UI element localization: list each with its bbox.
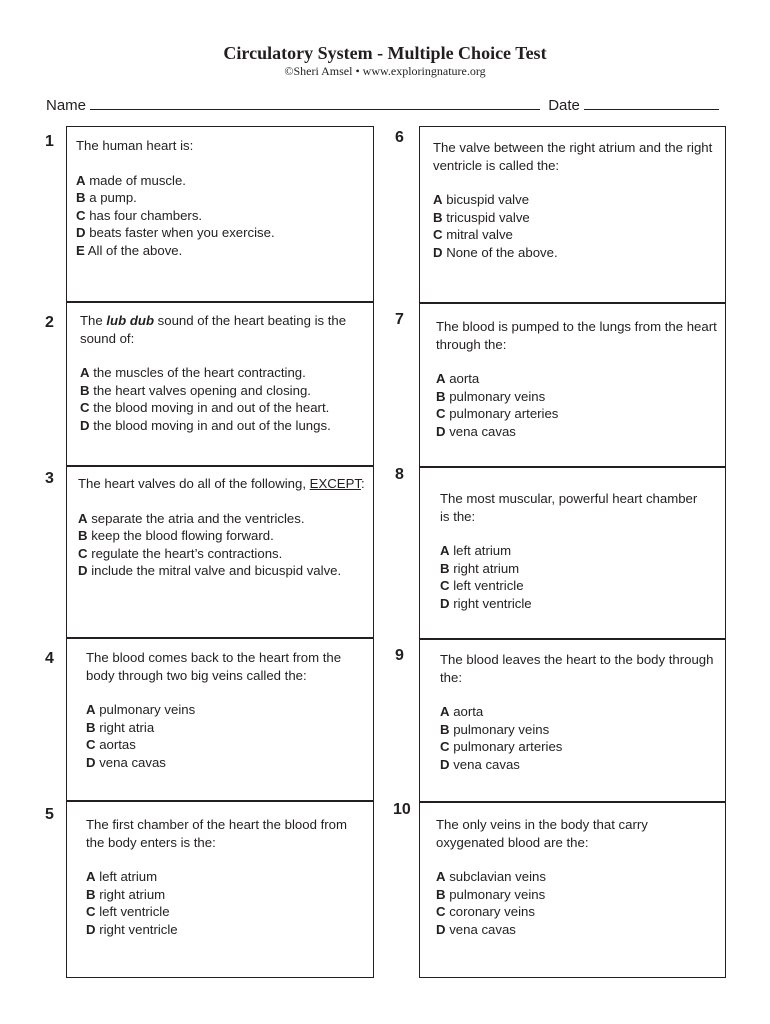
question-stem: The blood comes back to the heart from the body through two big veins called the: bbox=[86, 650, 342, 683]
option-c[interactable]: C left ventricle bbox=[440, 578, 524, 593]
option-c[interactable]: C has four chambers. bbox=[76, 207, 203, 223]
option-d[interactable]: D vena cavas bbox=[436, 921, 516, 937]
question-number: 3 bbox=[45, 470, 54, 487]
option-a[interactable]: A aorta bbox=[440, 704, 484, 719]
option-c[interactable]: C regulate the heart’s contractions. bbox=[78, 545, 283, 561]
question-number: 10 bbox=[393, 801, 411, 818]
question-10 bbox=[436, 816, 716, 938]
option-a[interactable]: A left atrium bbox=[440, 543, 512, 558]
option-d[interactable]: D vena cavas bbox=[436, 423, 516, 439]
emphasis-text: lub dub bbox=[106, 313, 154, 328]
question-5 bbox=[86, 816, 366, 938]
date-field[interactable] bbox=[584, 95, 719, 110]
option-a[interactable]: A the muscles of the heart contracting. bbox=[80, 365, 306, 380]
option-c[interactable]: C aortas bbox=[86, 737, 136, 752]
option-b[interactable]: B pulmonary veins bbox=[440, 721, 550, 737]
option-c[interactable]: C coronary veins bbox=[436, 904, 535, 919]
option-c[interactable]: C the blood moving in and out of the heart. bbox=[80, 400, 330, 415]
option-d[interactable]: D right ventricle bbox=[86, 921, 178, 937]
question-number: 1 bbox=[45, 133, 54, 150]
option-c[interactable]: C pulmonary arteries bbox=[440, 739, 563, 754]
option-b[interactable]: B right atria bbox=[86, 719, 155, 735]
page-title: Circulatory System - Multiple Choice Test bbox=[223, 43, 547, 63]
question-7 bbox=[436, 318, 720, 440]
option-d[interactable]: D right ventricle bbox=[440, 595, 532, 611]
option-b[interactable]: B right atrium bbox=[440, 560, 520, 576]
underlined-text: EXCEPT bbox=[309, 476, 361, 491]
question-number: 2 bbox=[45, 314, 54, 331]
question-2 bbox=[80, 312, 366, 434]
option-c[interactable]: C mitral valve bbox=[433, 227, 513, 242]
option-d[interactable]: D vena cavas bbox=[440, 756, 520, 772]
question-number: 4 bbox=[45, 650, 54, 667]
date-label: Date bbox=[548, 97, 580, 114]
question-stem: The blood leaves the heart to the body through the: bbox=[440, 652, 714, 685]
question-stem: The blood is pumped to the lungs from the heart through the: bbox=[436, 319, 717, 352]
option-a[interactable]: A left atrium bbox=[86, 869, 158, 884]
option-a[interactable]: A separate the atria and the ventricles. bbox=[78, 510, 305, 526]
option-d[interactable]: D the blood moving in and out of the lungs. bbox=[80, 417, 331, 433]
name-label: Name bbox=[46, 97, 87, 114]
question-number: 8 bbox=[395, 466, 404, 483]
option-b[interactable]: B pulmonary veins bbox=[436, 886, 546, 902]
option-c[interactable]: C pulmonary arteries bbox=[436, 406, 559, 421]
option-b[interactable]: B keep the blood flowing forward. bbox=[78, 528, 274, 543]
name-date-line bbox=[46, 95, 723, 114]
option-b[interactable]: B a pump. bbox=[76, 190, 137, 205]
option-c[interactable]: C left ventricle bbox=[86, 904, 170, 919]
question-stem: The only veins in the body that carry oxygenated blood are the: bbox=[436, 817, 648, 850]
option-d[interactable]: D None of the above. bbox=[433, 244, 558, 260]
page-subtitle: ©Sheri Amsel • www.exploringnature.org bbox=[284, 64, 486, 78]
question-number: 5 bbox=[45, 806, 54, 823]
option-a[interactable]: A bicuspid valve bbox=[433, 192, 530, 207]
option-b[interactable]: B tricuspid valve bbox=[433, 209, 530, 225]
option-d[interactable]: D include the mitral valve and bicuspid valve. bbox=[78, 563, 342, 578]
question-stem: The human heart is: bbox=[76, 138, 194, 153]
question-3 bbox=[78, 475, 368, 580]
question-1 bbox=[76, 137, 366, 259]
question-8 bbox=[440, 490, 710, 612]
question-number: 6 bbox=[395, 129, 404, 146]
question-4 bbox=[86, 649, 366, 771]
question-9 bbox=[440, 651, 716, 773]
option-a[interactable]: A pulmonary veins bbox=[86, 702, 196, 717]
question-stem: The valve between the right atrium and the right ventricle is called the: bbox=[433, 140, 713, 173]
option-a[interactable]: A made of muscle. bbox=[76, 172, 186, 188]
question-6 bbox=[433, 139, 719, 261]
option-b[interactable]: B right atrium bbox=[86, 886, 166, 902]
option-d[interactable]: D beats faster when you exercise. bbox=[76, 225, 275, 240]
option-b[interactable]: B pulmonary veins bbox=[436, 388, 546, 404]
question-stem: The most muscular, powerful heart chamber is the: bbox=[440, 491, 698, 524]
option-a[interactable]: A aorta bbox=[436, 371, 480, 386]
question-number: 9 bbox=[395, 647, 404, 664]
question-number: 7 bbox=[395, 311, 404, 328]
question-stem: The heart valves do all of the following, EXCEPT: bbox=[78, 476, 365, 491]
name-field[interactable] bbox=[90, 95, 540, 110]
option-b[interactable]: B the heart valves opening and closing. bbox=[80, 382, 311, 398]
option-e[interactable]: E All of the above. bbox=[76, 242, 183, 258]
question-stem: The first chamber of the heart the blood from the body enters is the: bbox=[86, 817, 347, 850]
question-stem: The lub dub sound of the heart beating is the sound of: bbox=[80, 313, 347, 346]
option-a[interactable]: A subclavian veins bbox=[436, 869, 546, 884]
option-d[interactable]: D vena cavas bbox=[86, 754, 166, 770]
